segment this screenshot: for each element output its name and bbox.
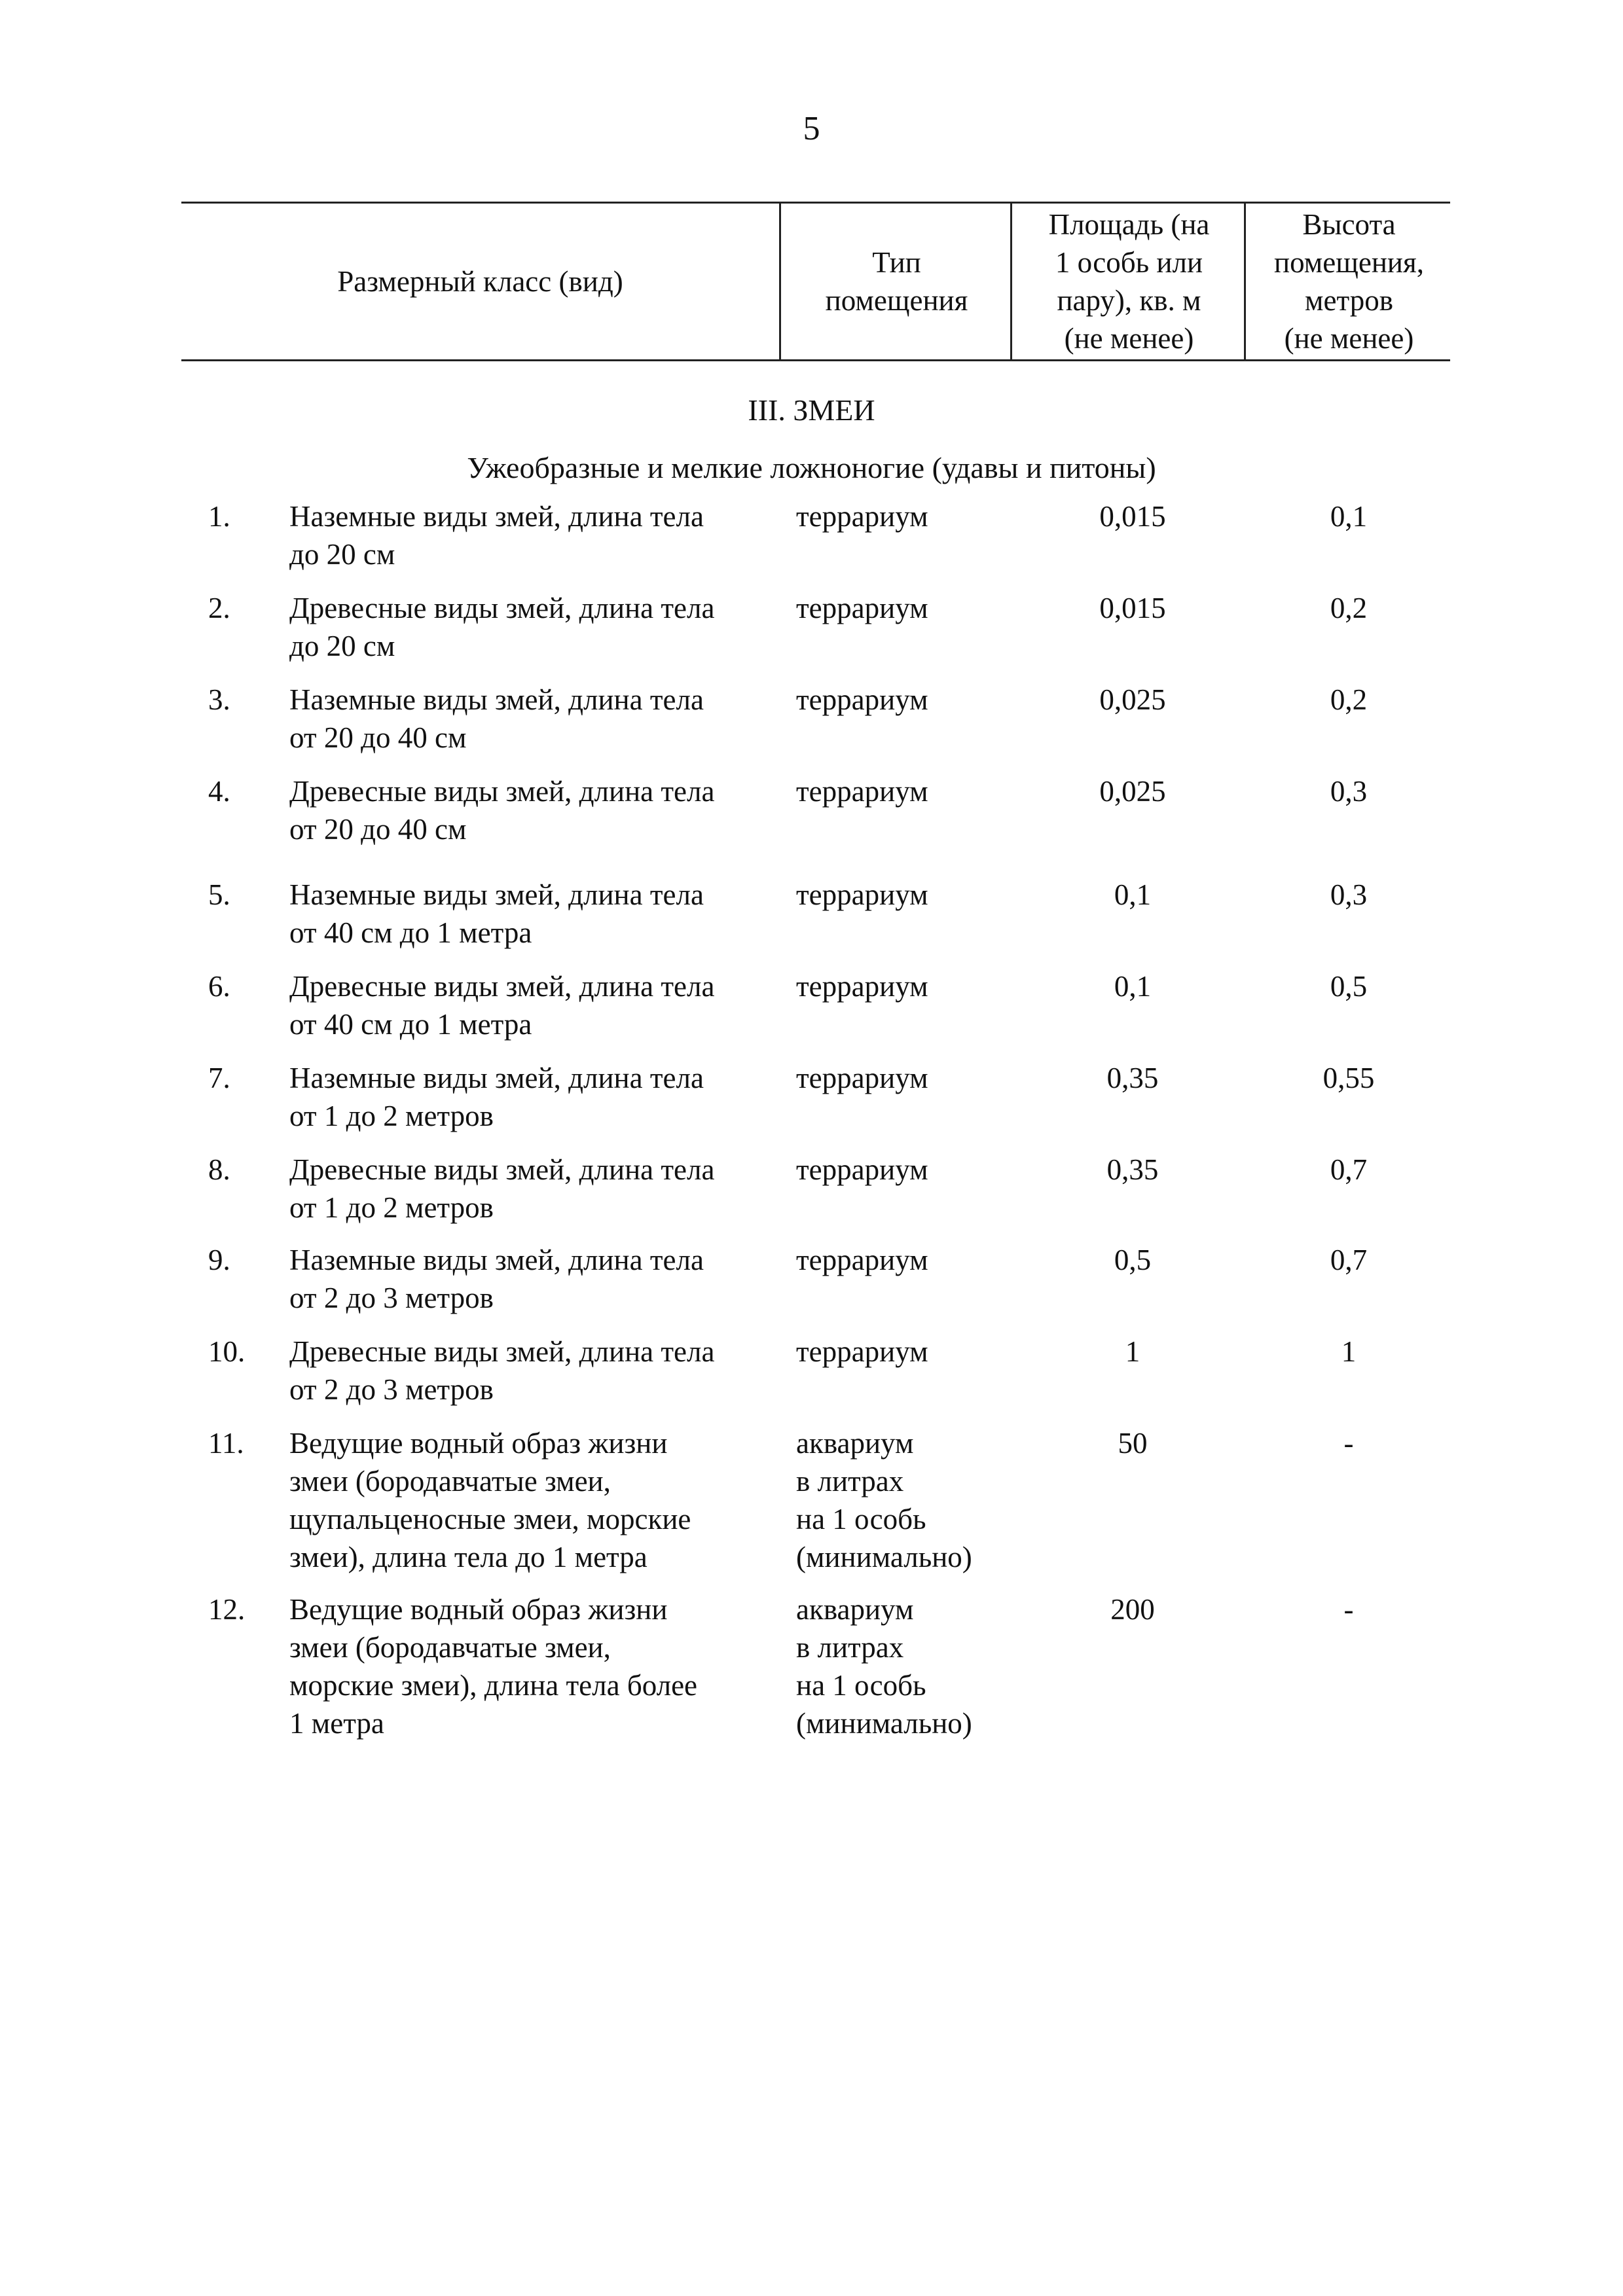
row-area: 0,35 <box>1106 1153 1159 1186</box>
row-size-class: Древесные виды змей, длина тела от 2 до 3 метров <box>289 1335 715 1406</box>
row-number: 8. <box>208 1153 230 1186</box>
row-height: - <box>1343 1427 1354 1460</box>
row-number: 6. <box>208 970 230 1003</box>
row-area: 0,35 <box>1106 1062 1159 1094</box>
header-height: Высота помещения, метров (не менее) <box>1244 204 1452 359</box>
row-area: 0,1 <box>1114 970 1152 1003</box>
header-area: Площадь (на 1 особь или пару), кв. м (не менее) <box>1010 204 1246 359</box>
row-number: 10. <box>208 1335 246 1368</box>
row-area: 0,025 <box>1099 775 1166 808</box>
row-area: 0,015 <box>1099 500 1166 533</box>
row-number: 12. <box>208 1593 246 1626</box>
row-room-type: террариум <box>796 592 928 624</box>
header-room-type: Тип помещения <box>779 204 1012 359</box>
row-size-class: Ведущие водный образ жизни змеи (бородавчатые змеи, морские змеи), длина тела более 1 метра <box>289 1593 698 1740</box>
row-height: 0,3 <box>1330 775 1368 808</box>
row-size-class: Наземные виды змей, длина тела от 20 до 40 см <box>289 683 704 754</box>
row-room-type: террариум <box>796 500 928 533</box>
row-area: 1 <box>1125 1335 1140 1368</box>
row-height: 0,7 <box>1330 1153 1368 1186</box>
row-area: 0,1 <box>1114 878 1152 911</box>
row-number: 3. <box>208 683 230 716</box>
row-height: 0,7 <box>1330 1244 1368 1276</box>
row-height: 0,55 <box>1322 1062 1375 1094</box>
row-size-class: Наземные виды змей, длина тела от 1 до 2 метров <box>289 1062 704 1132</box>
row-number: 7. <box>208 1062 230 1094</box>
row-room-type: террариум <box>796 1244 928 1276</box>
row-height: 0,5 <box>1330 970 1368 1003</box>
row-area: 200 <box>1110 1593 1155 1626</box>
row-number: 2. <box>208 592 230 624</box>
row-height: 0,2 <box>1330 683 1368 716</box>
row-size-class: Наземные виды змей, длина тела до 20 см <box>289 500 704 571</box>
header-size-class: Размерный класс (вид) <box>337 265 623 298</box>
row-number: 11. <box>208 1427 244 1460</box>
row-room-type: аквариум в литрах на 1 особь (минимально) <box>796 1593 972 1740</box>
row-room-type: террариум <box>796 1335 928 1368</box>
page-number: 5 <box>803 110 820 147</box>
section-title: III. ЗМЕИ <box>748 393 875 427</box>
row-room-type: террариум <box>796 683 928 716</box>
row-size-class: Древесные виды змей, длина тела от 20 до 40 см <box>289 775 715 846</box>
row-area: 0,5 <box>1114 1244 1152 1276</box>
row-size-class: Древесные виды змей, длина тела от 1 до 2 метров <box>289 1153 715 1224</box>
row-room-type: аквариум в литрах на 1 особь (минимально) <box>796 1427 972 1573</box>
row-size-class: Древесные виды змей, длина тела до 20 см <box>289 592 715 662</box>
row-room-type: террариум <box>796 1153 928 1186</box>
row-room-type: террариум <box>796 775 928 808</box>
row-area: 0,025 <box>1099 683 1166 716</box>
row-size-class: Древесные виды змей, длина тела от 40 см до 1 метра <box>289 970 715 1041</box>
row-height: 0,3 <box>1330 878 1368 911</box>
row-room-type: террариум <box>796 970 928 1003</box>
row-room-type: террариум <box>796 878 928 911</box>
section-subtitle: Ужеобразные и мелкие ложноногие (удавы и питоны) <box>467 451 1156 484</box>
row-number: 9. <box>208 1244 230 1276</box>
row-size-class: Наземные виды змей, длина тела от 40 см до 1 метра <box>289 878 704 949</box>
row-number: 4. <box>208 775 230 808</box>
row-size-class: Ведущие водный образ жизни змеи (бородавчатые змеи, щупальценосные змеи, морские змеи), длина тела до 1 метра <box>289 1427 691 1573</box>
row-area: 0,015 <box>1099 592 1166 624</box>
row-height: - <box>1343 1593 1354 1626</box>
row-height: 1 <box>1341 1335 1357 1368</box>
row-area: 50 <box>1118 1427 1148 1460</box>
row-room-type: террариум <box>796 1062 928 1094</box>
row-height: 0,1 <box>1330 500 1368 533</box>
row-size-class: Наземные виды змей, длина тела от 2 до 3 метров <box>289 1244 704 1314</box>
row-number: 5. <box>208 878 230 911</box>
row-height: 0,2 <box>1330 592 1368 624</box>
row-number: 1. <box>208 500 230 533</box>
